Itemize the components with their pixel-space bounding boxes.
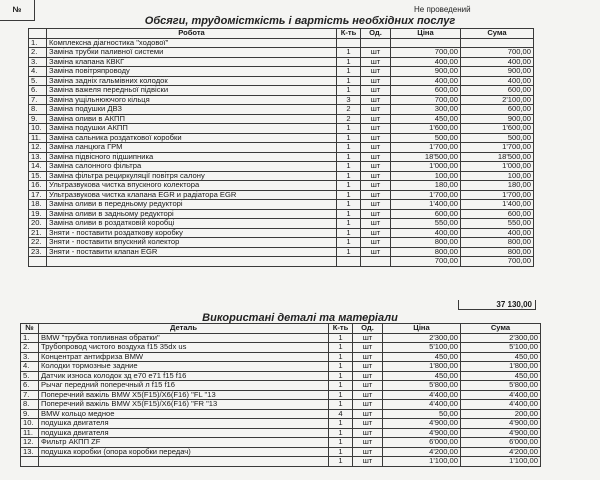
price: 450,00: [383, 352, 461, 362]
unit: шт: [361, 171, 391, 181]
price: 700,00: [391, 48, 461, 58]
unit: шт: [361, 86, 391, 96]
row-number: 23.: [29, 247, 47, 257]
row-number: 9.: [21, 409, 39, 419]
unit: шт: [353, 447, 383, 457]
price: 900,00: [391, 67, 461, 77]
sum: 600,00: [461, 86, 534, 96]
quantity: 1: [337, 162, 361, 172]
table-row: [29, 86, 534, 96]
price: 1'100,00: [383, 457, 461, 467]
sum: 600,00: [461, 105, 534, 115]
quantity: 1: [337, 200, 361, 210]
row-number: 7.: [21, 390, 39, 400]
unit: шт: [361, 48, 391, 58]
sum: 180,00: [461, 181, 534, 191]
row-number: 22.: [29, 238, 47, 248]
work-name: Заміна ланцюга ГРМ: [47, 143, 337, 153]
table-row: [29, 133, 534, 143]
services-total: 37 130,00: [458, 300, 536, 310]
table-row: [21, 371, 541, 381]
work-name: Заміна ущільнюючого кільця: [47, 95, 337, 105]
sum: 700,00: [461, 257, 534, 267]
table-row: [29, 181, 534, 191]
sum: 1'400,00: [461, 200, 534, 210]
row-number: 12.: [21, 438, 39, 448]
part-name: подушка двигателя: [39, 419, 329, 429]
parts-column-header: Деталь: [39, 324, 329, 334]
price: 50,00: [383, 409, 461, 419]
sum: 600,00: [461, 209, 534, 219]
row-number: 13.: [21, 447, 39, 457]
table-row: [29, 76, 534, 86]
services-column-header: Сума: [461, 29, 534, 39]
row-number: 13.: [29, 152, 47, 162]
unit: шт: [361, 181, 391, 191]
row-number: 19.: [29, 209, 47, 219]
table-row: [29, 114, 534, 124]
table-row: [29, 38, 534, 48]
table-row: [21, 457, 541, 467]
table-row: [29, 257, 534, 267]
sum: 450,00: [461, 371, 541, 381]
table-row: [21, 419, 541, 429]
price: 1'700,00: [391, 143, 461, 153]
row-number: 5.: [29, 76, 47, 86]
quantity: 1: [337, 228, 361, 238]
table-row: [29, 171, 534, 181]
unit: шт: [353, 381, 383, 391]
table-row: [21, 447, 541, 457]
quantity: 1: [329, 447, 353, 457]
work-name: Комплексна діагностика "ходової": [47, 38, 337, 48]
row-number: 18.: [29, 200, 47, 210]
work-name: Заміна підвісного підшипника: [47, 152, 337, 162]
table-row: [29, 238, 534, 248]
price: 800,00: [391, 238, 461, 248]
empty-cell: [29, 257, 47, 267]
price: [391, 38, 461, 48]
part-name: Трубопровод чистого воздуха f15 35dx us: [39, 343, 329, 353]
sum: 1'700,00: [461, 143, 534, 153]
part-name: Фильтр АКПП ZF: [39, 438, 329, 448]
quantity: 2: [337, 114, 361, 124]
work-name: Заміна оливи в роздатковій коробці: [47, 219, 337, 229]
quantity: 4: [329, 409, 353, 419]
work-name: Заміна трубки паливної системи: [47, 48, 337, 58]
table-row: [29, 124, 534, 134]
table-row: [21, 381, 541, 391]
quantity: 1: [329, 343, 353, 353]
price: 600,00: [391, 209, 461, 219]
unit: шт: [361, 228, 391, 238]
price: 2'300,00: [383, 333, 461, 343]
unit: шт: [361, 76, 391, 86]
row-number: 5.: [21, 371, 39, 381]
price: 1'800,00: [383, 362, 461, 372]
row-number: 6.: [21, 381, 39, 391]
services-column-header: Робота: [47, 29, 337, 39]
quantity: 1: [337, 133, 361, 143]
table-row: [29, 228, 534, 238]
row-number: 14.: [29, 162, 47, 172]
price: 1'400,00: [391, 200, 461, 210]
table-row: [29, 95, 534, 105]
unit: шт: [361, 190, 391, 200]
sum: 1'800,00: [461, 362, 541, 372]
work-name: Заміна клапана КВКГ: [47, 57, 337, 67]
table-row: [29, 247, 534, 257]
row-number: 21.: [29, 228, 47, 238]
row-number: 2.: [21, 343, 39, 353]
quantity: 1: [337, 76, 361, 86]
quantity: 1: [329, 457, 353, 467]
price: 4'400,00: [383, 390, 461, 400]
quantity: 1: [337, 190, 361, 200]
work-name: Заміна фільтра рециркуляції повітря салону: [47, 171, 337, 181]
table-row: [29, 48, 534, 58]
row-number: 1.: [21, 333, 39, 343]
services-title: Обсяги, трудомісткість і вартість необхідних послуг: [144, 15, 456, 27]
unit: [361, 38, 391, 48]
row-number: 16.: [29, 181, 47, 191]
unit: шт: [361, 95, 391, 105]
price: 5'800,00: [383, 381, 461, 391]
services-header-blank: [29, 29, 47, 39]
work-name: Ультразвукова чистка впускного колектора: [47, 181, 337, 191]
work-name: Заміна важеля передньої підвіски: [47, 86, 337, 96]
sum: 18'500,00: [461, 152, 534, 162]
table-row: [29, 209, 534, 219]
unit: шт: [353, 428, 383, 438]
parts-title: Використані деталі та матеріали: [202, 312, 398, 324]
price: 450,00: [391, 114, 461, 124]
row-number: 17.: [29, 190, 47, 200]
price: 6'000,00: [383, 438, 461, 448]
part-name: BMW кольцо медное: [39, 409, 329, 419]
price: 600,00: [391, 86, 461, 96]
quantity: 1: [337, 209, 361, 219]
sum: 400,00: [461, 76, 534, 86]
sum: 500,00: [461, 133, 534, 143]
sum: 4'900,00: [461, 428, 541, 438]
services-column-header: Од.: [361, 29, 391, 39]
table-row: [21, 400, 541, 410]
table-row: [21, 362, 541, 372]
sum: 1'700,00: [461, 190, 534, 200]
price: 4'200,00: [383, 447, 461, 457]
quantity: 1: [329, 362, 353, 372]
row-number: 4.: [21, 362, 39, 372]
row-number: 4.: [29, 67, 47, 77]
unit: шт: [361, 209, 391, 219]
sum: 2'100,00: [461, 95, 534, 105]
unit: шт: [361, 124, 391, 134]
price: 400,00: [391, 76, 461, 86]
quantity: 1: [337, 48, 361, 58]
sum: 450,00: [461, 352, 541, 362]
part-name: Концентрат антифриза BMW: [39, 352, 329, 362]
work-name: Заміна сальника роздаткової коробки: [47, 133, 337, 143]
price: 5'100,00: [383, 343, 461, 353]
table-row: [29, 143, 534, 153]
row-number: 11.: [29, 133, 47, 143]
services-column-header: К-ть: [337, 29, 361, 39]
work-name: Заміна оливи в передньому редукторі: [47, 200, 337, 210]
table-row: [29, 57, 534, 67]
sum: 1'000,00: [461, 162, 534, 172]
row-number: 15.: [29, 171, 47, 181]
price: 4'900,00: [383, 419, 461, 429]
table-row: [29, 67, 534, 77]
unit: шт: [353, 352, 383, 362]
sum: 900,00: [461, 114, 534, 124]
part-name: Рычаг передний поперечный л f15 f16: [39, 381, 329, 391]
quantity: 1: [337, 247, 361, 257]
empty-cell: [337, 257, 361, 267]
unit: шт: [361, 152, 391, 162]
table-row: [21, 409, 541, 419]
quantity: 1: [337, 143, 361, 153]
part-name: подушка коробки (опора коробки передач): [39, 447, 329, 457]
sum: [461, 38, 534, 48]
quantity: 1: [329, 438, 353, 448]
unit: шт: [361, 105, 391, 115]
sum: 900,00: [461, 67, 534, 77]
table-row: [29, 162, 534, 172]
services-column-header: Ціна: [391, 29, 461, 39]
document-status: Не проведений: [414, 5, 471, 14]
unit: шт: [353, 371, 383, 381]
sum: 6'000,00: [461, 438, 541, 448]
unit: шт: [361, 162, 391, 172]
row-number: [21, 457, 39, 467]
work-name: Заміна задніх гальмівних колодок: [47, 76, 337, 86]
row-number: 9.: [29, 114, 47, 124]
parts-column-header: К-ть: [329, 324, 353, 334]
table-row: [29, 152, 534, 162]
quantity: 1: [337, 152, 361, 162]
corner-number-header: №: [0, 0, 35, 21]
price: 1'700,00: [391, 190, 461, 200]
row-number: 3.: [21, 352, 39, 362]
work-name: Заміна подушки ДВЗ: [47, 105, 337, 115]
quantity: 1: [329, 419, 353, 429]
sum: 5'100,00: [461, 343, 541, 353]
part-name: Поперечний важіль BMW X5(F15)/X6(F16) "FR "13: [39, 400, 329, 410]
table-row: [21, 352, 541, 362]
unit: шт: [361, 219, 391, 229]
unit: шт: [353, 333, 383, 343]
price: 300,00: [391, 105, 461, 115]
price: 180,00: [391, 181, 461, 191]
table-row: [21, 390, 541, 400]
price: 400,00: [391, 228, 461, 238]
quantity: 1: [337, 181, 361, 191]
sum: 1'100,00: [461, 457, 541, 467]
row-number: 6.: [29, 86, 47, 96]
quantity: 1: [329, 390, 353, 400]
unit: шт: [353, 362, 383, 372]
row-number: 10.: [29, 124, 47, 134]
sum: 100,00: [461, 171, 534, 181]
sum: 5'800,00: [461, 381, 541, 391]
sum: 800,00: [461, 247, 534, 257]
unit: шт: [361, 143, 391, 153]
work-name: Заміна подушки АКПП: [47, 124, 337, 134]
sum: 4'400,00: [461, 390, 541, 400]
price: 18'500,00: [391, 152, 461, 162]
row-number: 3.: [29, 57, 47, 67]
price: 1'600,00: [391, 124, 461, 134]
work-name: Заміна салонного фільтра: [47, 162, 337, 172]
work-name: Ультразвукова чистка клапана EGR и радіатора EGR: [47, 190, 337, 200]
price: 450,00: [383, 371, 461, 381]
parts-column-header: Од.: [353, 324, 383, 334]
quantity: 1: [337, 124, 361, 134]
quantity: [337, 38, 361, 48]
price: 800,00: [391, 247, 461, 257]
sum: 200,00: [461, 409, 541, 419]
price: 700,00: [391, 95, 461, 105]
parts-column-header: Сума: [461, 324, 541, 334]
price: 700,00: [391, 257, 461, 267]
row-number: 20.: [29, 219, 47, 229]
sum: 1'600,00: [461, 124, 534, 134]
sum: 4'200,00: [461, 447, 541, 457]
price: 500,00: [391, 133, 461, 143]
row-number: 8.: [21, 400, 39, 410]
unit: шт: [353, 438, 383, 448]
table-row: [29, 105, 534, 115]
sum: 4'900,00: [461, 419, 541, 429]
price: 4'400,00: [383, 400, 461, 410]
work-name: Зняти - поставити клапан EGR: [47, 247, 337, 257]
quantity: 1: [337, 171, 361, 181]
part-name: Поперечний важіль BMW X5(F15)/X6(F16) "FL "13: [39, 390, 329, 400]
work-name: Заміна оливи в АКПП: [47, 114, 337, 124]
quantity: 1: [329, 400, 353, 410]
table-row: [21, 333, 541, 343]
unit: шт: [353, 419, 383, 429]
empty-cell: [47, 257, 337, 267]
parts-table: [20, 323, 541, 467]
empty-cell: [361, 257, 391, 267]
unit: шт: [361, 114, 391, 124]
part-name: подушка двигателя: [39, 428, 329, 438]
quantity: 3: [337, 95, 361, 105]
sum: 400,00: [461, 228, 534, 238]
sum: 4'400,00: [461, 400, 541, 410]
table-row: [21, 343, 541, 353]
table-row: [29, 200, 534, 210]
price: 550,00: [391, 219, 461, 229]
sum: 2'300,00: [461, 333, 541, 343]
part-name: Колодки тормозные задние: [39, 362, 329, 372]
quantity: 1: [337, 238, 361, 248]
sum: 400,00: [461, 57, 534, 67]
unit: шт: [353, 409, 383, 419]
work-name: Зняти - поставити роздаткову коробку: [47, 228, 337, 238]
services-header-row: [29, 29, 534, 39]
row-number: 1.: [29, 38, 47, 48]
parts-column-header: Ціна: [383, 324, 461, 334]
table-row: [29, 219, 534, 229]
unit: шт: [361, 133, 391, 143]
price: 1'000,00: [391, 162, 461, 172]
sum: 800,00: [461, 238, 534, 248]
work-name: Заміна повітряпроводу: [47, 67, 337, 77]
table-row: [29, 190, 534, 200]
quantity: 1: [329, 381, 353, 391]
work-name: Заміна оливи в задньому редукторі: [47, 209, 337, 219]
services-table: [28, 28, 534, 267]
unit: шт: [353, 343, 383, 353]
quantity: 1: [337, 86, 361, 96]
quantity: 1: [337, 67, 361, 77]
quantity: 1: [329, 333, 353, 343]
price: 4'900,00: [383, 428, 461, 438]
table-row: [21, 438, 541, 448]
row-number: 12.: [29, 143, 47, 153]
parts-column-header: №: [21, 324, 39, 334]
quantity: 1: [329, 352, 353, 362]
unit: шт: [361, 57, 391, 67]
part-name: Датчик износа колодок зд e70 e71 f15 f16: [39, 371, 329, 381]
unit: шт: [353, 457, 383, 467]
row-number: 8.: [29, 105, 47, 115]
sum: 700,00: [461, 48, 534, 58]
quantity: 2: [337, 105, 361, 115]
quantity: 1: [337, 219, 361, 229]
part-name: [39, 457, 329, 467]
row-number: 7.: [29, 95, 47, 105]
quantity: 1: [337, 57, 361, 67]
unit: шт: [361, 247, 391, 257]
part-name: BMW "трубка топливная обратки": [39, 333, 329, 343]
unit: шт: [353, 400, 383, 410]
unit: шт: [361, 200, 391, 210]
price: 400,00: [391, 57, 461, 67]
unit: шт: [353, 390, 383, 400]
row-number: 2.: [29, 48, 47, 58]
unit: шт: [361, 238, 391, 248]
unit: шт: [361, 67, 391, 77]
table-row: [21, 428, 541, 438]
row-number: 11.: [21, 428, 39, 438]
work-name: Зняти - поставити впускний колектор: [47, 238, 337, 248]
sum: 550,00: [461, 219, 534, 229]
price: 100,00: [391, 171, 461, 181]
row-number: 10.: [21, 419, 39, 429]
quantity: 1: [329, 371, 353, 381]
quantity: 1: [329, 428, 353, 438]
parts-header-row: [21, 324, 541, 334]
